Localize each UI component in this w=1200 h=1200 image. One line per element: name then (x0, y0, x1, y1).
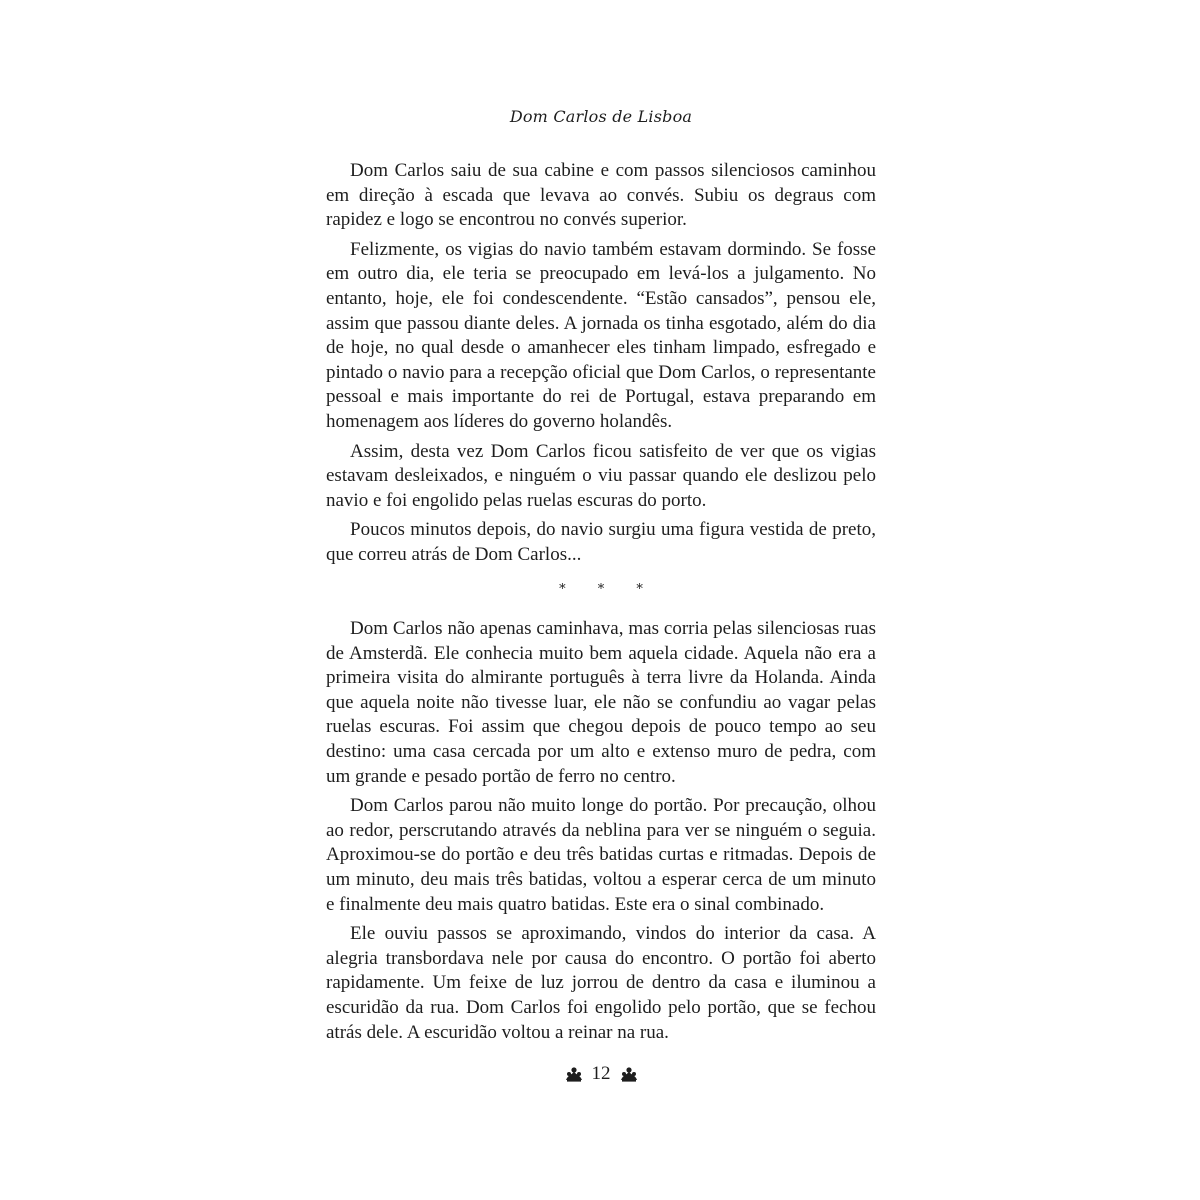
section-one (326, 159, 876, 568)
floral-ornament-icon (620, 1066, 638, 1082)
paragraph: Poucos minutos depois, do navio surgiu uma figura vestida de preto, que correu atrás de Dom Carlos... (326, 519, 876, 565)
paragraph: Dom Carlos parou não muito longe do portão. Por precaução, olhou ao redor, perscrutando através da neblina para ver se ninguém o seguia. Aproximou-se do portão e deu três batidas curtas e ritmadas. Depois de um minuto, deu mais três batidas, voltou a esperar cerca de um minuto e finalmente deu mais quatro batidas. Este era o sinal combinado. (326, 795, 876, 915)
paragraph: Dom Carlos saiu de sua cabine e com passos silenciosos caminhou em direção à escada que levava ao convés. Subiu os degraus com rapidez e logo se encontrou no convés superior. (326, 160, 876, 231)
paragraph: Felizmente, os vigias do navio também estavam dormindo. Se fosse em outro dia, ele teria se preocupado em levá-los a julgamento. No entanto, hoje, ele foi condescendente. “Estão cansados”, pensou ele, assim que passou diante deles. A jornada os tinha esgotado, além do dia de hoje, no qual desde o amanhecer eles tinham limpado, esfregado e pintado o navio para a recepção oficial que Dom Carlos, o representante pessoal e mais importante do rei de Portugal, estava preparando em homenagem aos líderes do governo holandês. (326, 238, 876, 432)
page-number: 12 (591, 1063, 611, 1084)
book-page (326, 0, 876, 1200)
running-head: Dom Carlos de Lisboa (509, 107, 693, 126)
section-two (326, 617, 876, 1045)
scene-break: * * * (559, 582, 657, 597)
page-footer (326, 1063, 876, 1085)
paragraph: Assim, desta vez Dom Carlos ficou satisfeito de ver que os vigias estavam desleixados, e ninguém o viu passar quando ele deslizou pelo navio e foi engolido pelas ruelas escuras do porto. (326, 440, 876, 511)
paragraph: Ele ouviu passos se aproximando, vindos do interior da casa. A alegria transbordava nele por causa do encontro. O portão foi aberto rapidamente. Um feixe de luz jorrou de dentro da casa e iluminou a escuridão da rua. Dom Carlos foi engolido pelo portão, que se fechou atrás dele. A escuridão voltou a reinar na rua. (326, 923, 876, 1043)
paragraph: Dom Carlos não apenas caminhava, mas corria pelas silenciosas ruas de Amsterdã. Ele conhecia muito bem aquela cidade. Aquela não era a primeira visita do almirante português à terra livre da Holanda. Ainda que aquela noite não tivesse luar, ele não se confundiu ao vagar pelas ruelas escuras. Foi assim que chegou depois de pouco tempo ao seu destino: uma casa cercada por um alto e extenso muro de pedra, com um grande e pesado portão de ferro no centro. (326, 618, 876, 787)
floral-ornament-icon (565, 1066, 583, 1082)
